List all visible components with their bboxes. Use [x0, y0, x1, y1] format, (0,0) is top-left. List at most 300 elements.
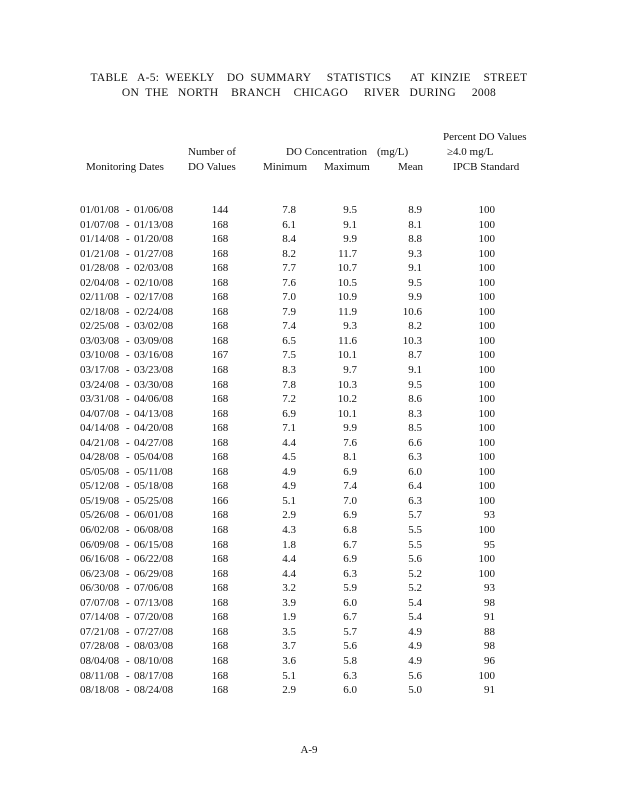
percent-meeting-standard: 100	[478, 320, 495, 333]
table-row	[0, 392, 618, 407]
do-maximum: 5.6	[343, 640, 357, 653]
table-row	[0, 552, 618, 567]
do-minimum: 8.2	[282, 247, 296, 260]
start-date: 04/07/08	[80, 407, 120, 420]
do-mean: 8.1	[408, 218, 422, 231]
percent-meeting-standard: 100	[478, 669, 495, 682]
table-title-line-2: ON THE NORTH BRANCH CHICAGO RIVER DURING 2008	[121, 87, 497, 99]
do-minimum: 6.9	[282, 407, 296, 420]
do-mean: 9.5	[408, 276, 422, 289]
do-value-count: 168	[211, 567, 229, 580]
percent-meeting-standard: 100	[478, 334, 495, 347]
start-date: 04/28/08	[80, 451, 120, 464]
do-minimum: 4.9	[282, 480, 296, 493]
header-number-of: Number of	[188, 146, 236, 158]
end-date: 08/03/08	[134, 640, 174, 653]
end-date: 06/15/08	[134, 538, 174, 551]
do-minimum: 7.8	[282, 378, 296, 391]
do-maximum: 9.7	[343, 364, 357, 377]
do-minimum: 2.9	[282, 509, 296, 522]
table-row	[0, 538, 618, 553]
do-maximum: 9.9	[343, 422, 357, 435]
table-row	[0, 625, 618, 640]
date-separator: -	[126, 596, 130, 609]
percent-meeting-standard: 100	[478, 364, 495, 377]
do-minimum: 4.3	[282, 524, 296, 537]
do-minimum: 3.6	[282, 654, 296, 667]
percent-meeting-standard: 100	[478, 524, 495, 537]
date-separator: -	[126, 320, 130, 333]
do-minimum: 7.4	[282, 320, 296, 333]
percent-meeting-standard: 100	[478, 204, 495, 216]
do-maximum: 6.7	[343, 611, 357, 624]
do-mean: 6.3	[408, 494, 422, 507]
date-separator: -	[126, 669, 130, 682]
do-value-count: 168	[211, 305, 229, 318]
do-maximum: 10.5	[337, 276, 357, 289]
start-date: 03/10/08	[80, 349, 120, 362]
start-date: 02/04/08	[80, 276, 120, 289]
date-separator: -	[126, 305, 130, 318]
start-date: 07/14/08	[80, 611, 120, 624]
end-date: 08/24/08	[134, 684, 174, 697]
do-value-count: 168	[211, 393, 229, 406]
do-mean: 6.4	[408, 480, 422, 493]
end-date: 02/17/08	[134, 291, 174, 304]
date-separator: -	[126, 509, 130, 522]
do-minimum: 1.8	[282, 538, 296, 551]
do-mean: 4.9	[408, 625, 422, 638]
table-row	[0, 567, 618, 582]
end-date: 05/04/08	[134, 451, 174, 464]
do-mean: 8.3	[408, 407, 422, 420]
table-row	[0, 276, 618, 291]
do-minimum: 3.7	[282, 640, 296, 653]
do-mean: 5.6	[408, 553, 422, 566]
table-row	[0, 465, 618, 480]
do-value-count: 168	[211, 654, 229, 667]
percent-meeting-standard: 100	[478, 480, 495, 493]
do-maximum: 11.9	[338, 305, 357, 318]
percent-meeting-standard: 91	[484, 684, 495, 697]
percent-meeting-standard: 100	[478, 567, 495, 580]
header-monitoring-dates: Monitoring Dates	[86, 161, 164, 173]
do-minimum: 1.9	[282, 611, 296, 624]
end-date: 07/20/08	[134, 611, 174, 624]
start-date: 01/28/08	[80, 262, 120, 275]
do-maximum: 5.7	[343, 625, 357, 638]
do-minimum: 4.4	[282, 553, 296, 566]
end-date: 03/16/08	[134, 349, 174, 362]
start-date: 07/28/08	[80, 640, 120, 653]
do-maximum: 6.0	[343, 596, 357, 609]
end-date: 03/09/08	[134, 334, 174, 347]
percent-meeting-standard: 100	[478, 553, 495, 566]
do-value-count: 168	[211, 262, 229, 275]
do-value-count: 168	[211, 669, 229, 682]
header-minimum: Minimum	[263, 161, 308, 173]
do-mean: 9.1	[408, 364, 422, 377]
do-value-count: 168	[211, 218, 229, 231]
table-row	[0, 654, 618, 669]
do-mean: 5.5	[408, 524, 422, 537]
percent-meeting-standard: 100	[478, 393, 495, 406]
percent-meeting-standard: 93	[484, 509, 495, 522]
date-separator: -	[126, 684, 130, 697]
do-value-count: 168	[211, 596, 229, 609]
do-value-count: 168	[211, 247, 229, 260]
do-maximum: 7.4	[343, 480, 357, 493]
end-date: 05/18/08	[134, 480, 174, 493]
date-separator: -	[126, 611, 130, 624]
date-separator: -	[126, 378, 130, 391]
table-row	[0, 683, 618, 698]
end-date: 04/20/08	[134, 422, 174, 435]
table-row	[0, 363, 618, 378]
table-row	[0, 378, 618, 393]
date-separator: -	[126, 422, 130, 435]
header-threshold: ≥4.0 mg/L	[447, 146, 494, 158]
date-separator: -	[126, 640, 130, 653]
do-value-count: 168	[211, 524, 229, 537]
table-row	[0, 232, 618, 247]
do-value-count: 168	[211, 684, 229, 697]
end-date: 02/24/08	[134, 305, 174, 318]
table-title-line-1: TABLE A-5: WEEKLY DO SUMMARY STATISTICS AT KINZIE STREET	[90, 72, 528, 84]
do-minimum: 4.5	[282, 451, 296, 464]
date-separator: -	[126, 276, 130, 289]
do-value-count: 144	[211, 204, 229, 216]
do-maximum: 9.9	[343, 233, 357, 246]
table-row	[0, 407, 618, 422]
do-maximum: 10.1	[337, 407, 357, 420]
do-mean: 6.3	[408, 451, 422, 464]
do-mean: 9.1	[408, 262, 422, 275]
end-date: 01/13/08	[134, 218, 174, 231]
table-row	[0, 334, 618, 349]
do-value-count: 168	[211, 538, 229, 551]
date-separator: -	[126, 654, 130, 667]
start-date: 03/31/08	[80, 393, 120, 406]
date-separator: -	[126, 625, 130, 638]
do-value-count: 168	[211, 582, 229, 595]
data-table-body	[0, 203, 618, 698]
do-value-count: 168	[211, 378, 229, 391]
do-mean: 9.3	[408, 247, 422, 260]
do-minimum: 7.5	[282, 349, 296, 362]
do-maximum: 6.3	[343, 567, 357, 580]
do-mean: 8.8	[408, 233, 422, 246]
table-row	[0, 261, 618, 276]
end-date: 03/30/08	[134, 378, 174, 391]
start-date: 02/11/08	[80, 291, 119, 304]
end-date: 08/10/08	[134, 654, 174, 667]
percent-meeting-standard: 100	[478, 436, 495, 449]
do-mean: 5.4	[408, 611, 422, 624]
do-mean: 6.0	[408, 465, 422, 478]
do-mean: 5.0	[408, 684, 422, 697]
percent-meeting-standard: 100	[478, 494, 495, 507]
table-row	[0, 203, 618, 218]
table-row	[0, 596, 618, 611]
table-row	[0, 305, 618, 320]
date-separator: -	[126, 553, 130, 566]
end-date: 06/08/08	[134, 524, 174, 537]
do-value-count: 168	[211, 640, 229, 653]
end-date: 04/06/08	[134, 393, 174, 406]
do-minimum: 7.9	[282, 305, 296, 318]
table-row	[0, 290, 618, 305]
do-mean: 5.6	[408, 669, 422, 682]
percent-meeting-standard: 100	[478, 262, 495, 275]
start-date: 07/07/08	[80, 596, 120, 609]
do-maximum: 10.3	[337, 378, 357, 391]
start-date: 04/21/08	[80, 436, 120, 449]
do-value-count: 168	[211, 334, 229, 347]
do-value-count: 168	[211, 480, 229, 493]
do-mean: 8.5	[408, 422, 422, 435]
header-do-values: DO Values	[188, 161, 236, 173]
percent-meeting-standard: 95	[484, 538, 495, 551]
table-row	[0, 523, 618, 538]
do-maximum: 9.1	[343, 218, 357, 231]
start-date: 03/03/08	[80, 334, 120, 347]
start-date: 02/18/08	[80, 305, 120, 318]
table-row	[0, 348, 618, 363]
start-date: 05/19/08	[80, 494, 120, 507]
date-separator: -	[126, 480, 130, 493]
do-value-count: 168	[211, 611, 229, 624]
do-mean: 9.5	[408, 378, 422, 391]
do-minimum: 3.9	[282, 596, 296, 609]
date-separator: -	[126, 204, 130, 216]
header-maximum: Maximum	[324, 161, 370, 173]
do-maximum: 6.0	[343, 684, 357, 697]
header-ipcb-standard: IPCB Standard	[453, 161, 520, 173]
percent-meeting-standard: 91	[484, 611, 495, 624]
do-maximum: 6.9	[343, 509, 357, 522]
date-separator: -	[126, 364, 130, 377]
percent-meeting-standard: 100	[478, 218, 495, 231]
date-separator: -	[126, 334, 130, 347]
start-date: 03/17/08	[80, 364, 120, 377]
end-date: 06/22/08	[134, 553, 174, 566]
do-value-count: 168	[211, 509, 229, 522]
date-separator: -	[126, 524, 130, 537]
do-value-count: 166	[211, 494, 229, 507]
end-date: 05/11/08	[134, 465, 173, 478]
do-mean: 5.2	[408, 567, 422, 580]
date-separator: -	[126, 247, 130, 260]
table-row	[0, 639, 618, 654]
do-mean: 8.6	[408, 393, 422, 406]
table-row	[0, 581, 618, 596]
do-maximum: 10.2	[337, 393, 357, 406]
percent-meeting-standard: 100	[478, 305, 495, 318]
header-percent-do-values: Percent DO Values	[443, 131, 527, 143]
end-date: 05/25/08	[134, 494, 174, 507]
date-separator: -	[126, 393, 130, 406]
percent-meeting-standard: 100	[478, 276, 495, 289]
do-value-count: 168	[211, 436, 229, 449]
do-mean: 9.9	[408, 291, 422, 304]
percent-meeting-standard: 100	[478, 349, 495, 362]
do-maximum: 10.7	[337, 262, 357, 275]
do-maximum: 6.7	[343, 538, 357, 551]
do-value-count: 168	[211, 422, 229, 435]
table-row	[0, 450, 618, 465]
start-date: 07/21/08	[80, 625, 120, 638]
start-date: 06/30/08	[80, 582, 120, 595]
start-date: 01/14/08	[80, 233, 120, 246]
start-date: 01/21/08	[80, 247, 120, 260]
percent-meeting-standard: 88	[484, 625, 495, 638]
do-minimum: 3.5	[282, 625, 296, 638]
percent-meeting-standard: 100	[478, 291, 495, 304]
table-row	[0, 508, 618, 523]
date-separator: -	[126, 233, 130, 246]
start-date: 01/01/08	[80, 204, 120, 216]
table-row	[0, 494, 618, 509]
do-minimum: 5.1	[282, 669, 296, 682]
do-mean: 8.9	[408, 204, 422, 216]
table-row	[0, 218, 618, 233]
start-date: 08/04/08	[80, 654, 120, 667]
date-separator: -	[126, 451, 130, 464]
date-separator: -	[126, 291, 130, 304]
start-date: 01/07/08	[80, 218, 120, 231]
start-date: 06/02/08	[80, 524, 120, 537]
do-value-count: 168	[211, 451, 229, 464]
do-maximum: 7.6	[343, 436, 357, 449]
end-date: 04/13/08	[134, 407, 174, 420]
date-separator: -	[126, 349, 130, 362]
end-date: 01/06/08	[134, 204, 174, 216]
table-row	[0, 610, 618, 625]
start-date: 06/16/08	[80, 553, 120, 566]
do-maximum: 9.5	[343, 204, 357, 216]
percent-meeting-standard: 100	[478, 247, 495, 260]
end-date: 06/29/08	[134, 567, 174, 580]
table-row	[0, 319, 618, 334]
do-mean: 8.7	[408, 349, 422, 362]
do-value-count: 168	[211, 625, 229, 638]
start-date: 05/05/08	[80, 465, 120, 478]
end-date: 03/23/08	[134, 364, 174, 377]
percent-meeting-standard: 98	[484, 596, 495, 609]
percent-meeting-standard: 100	[478, 465, 495, 478]
do-maximum: 11.6	[338, 334, 357, 347]
do-value-count: 168	[211, 233, 229, 246]
do-maximum: 10.1	[337, 349, 357, 362]
do-mean: 10.3	[402, 334, 422, 347]
end-date: 06/01/08	[134, 509, 174, 522]
do-minimum: 4.4	[282, 567, 296, 580]
do-minimum: 7.7	[282, 262, 296, 275]
do-mean: 4.9	[408, 640, 422, 653]
do-value-count: 168	[211, 320, 229, 333]
start-date: 02/25/08	[80, 320, 120, 333]
do-value-count: 168	[211, 553, 229, 566]
do-minimum: 3.2	[282, 582, 296, 595]
date-separator: -	[126, 465, 130, 478]
end-date: 03/02/08	[134, 320, 174, 333]
do-mean: 8.2	[408, 320, 422, 333]
percent-meeting-standard: 98	[484, 640, 495, 653]
date-separator: -	[126, 538, 130, 551]
do-value-count: 168	[211, 465, 229, 478]
start-date: 03/24/08	[80, 378, 120, 391]
do-maximum: 5.8	[343, 654, 357, 667]
end-date: 08/17/08	[134, 669, 174, 682]
date-separator: -	[126, 218, 130, 231]
table-row	[0, 421, 618, 436]
do-maximum: 5.9	[343, 582, 357, 595]
do-minimum: 7.6	[282, 276, 296, 289]
do-minimum: 7.0	[282, 291, 296, 304]
page-number: A-9	[300, 744, 318, 756]
percent-meeting-standard: 100	[478, 422, 495, 435]
do-mean: 5.5	[408, 538, 422, 551]
do-maximum: 6.9	[343, 465, 357, 478]
do-maximum: 10.9	[337, 291, 357, 304]
date-separator: -	[126, 582, 130, 595]
do-value-count: 167	[211, 349, 229, 362]
percent-meeting-standard: 100	[478, 451, 495, 464]
do-mean: 10.6	[402, 305, 422, 318]
start-date: 08/18/08	[80, 684, 120, 697]
header-mean: Mean	[398, 161, 424, 173]
end-date: 02/03/08	[134, 262, 174, 275]
do-maximum: 6.8	[343, 524, 357, 537]
percent-meeting-standard: 100	[478, 378, 495, 391]
date-separator: -	[126, 494, 130, 507]
do-maximum: 7.0	[343, 494, 357, 507]
do-minimum: 5.1	[282, 494, 296, 507]
do-minimum: 8.3	[282, 364, 296, 377]
do-mean: 5.2	[408, 582, 422, 595]
start-date: 06/23/08	[80, 567, 120, 580]
header-do-concentration: DO Concentration	[286, 146, 367, 158]
do-maximum: 6.3	[343, 669, 357, 682]
do-minimum: 6.5	[282, 334, 296, 347]
end-date: 01/27/08	[134, 247, 174, 260]
start-date: 08/11/08	[80, 669, 119, 682]
date-separator: -	[126, 262, 130, 275]
date-separator: -	[126, 567, 130, 580]
end-date: 02/10/08	[134, 276, 174, 289]
do-value-count: 168	[211, 364, 229, 377]
date-separator: -	[126, 407, 130, 420]
percent-meeting-standard: 100	[478, 233, 495, 246]
do-maximum: 8.1	[343, 451, 357, 464]
do-mean: 5.7	[408, 509, 422, 522]
table-row	[0, 247, 618, 262]
do-maximum: 9.3	[343, 320, 357, 333]
do-minimum: 7.2	[282, 393, 296, 406]
end-date: 01/20/08	[134, 233, 174, 246]
header-unit: (mg/L)	[377, 146, 409, 158]
date-separator: -	[126, 436, 130, 449]
start-date: 06/09/08	[80, 538, 120, 551]
table-row	[0, 669, 618, 684]
end-date: 07/27/08	[134, 625, 174, 638]
do-minimum: 8.4	[282, 233, 296, 246]
do-minimum: 4.4	[282, 436, 296, 449]
end-date: 04/27/08	[134, 436, 174, 449]
end-date: 07/06/08	[134, 582, 174, 595]
percent-meeting-standard: 100	[478, 407, 495, 420]
